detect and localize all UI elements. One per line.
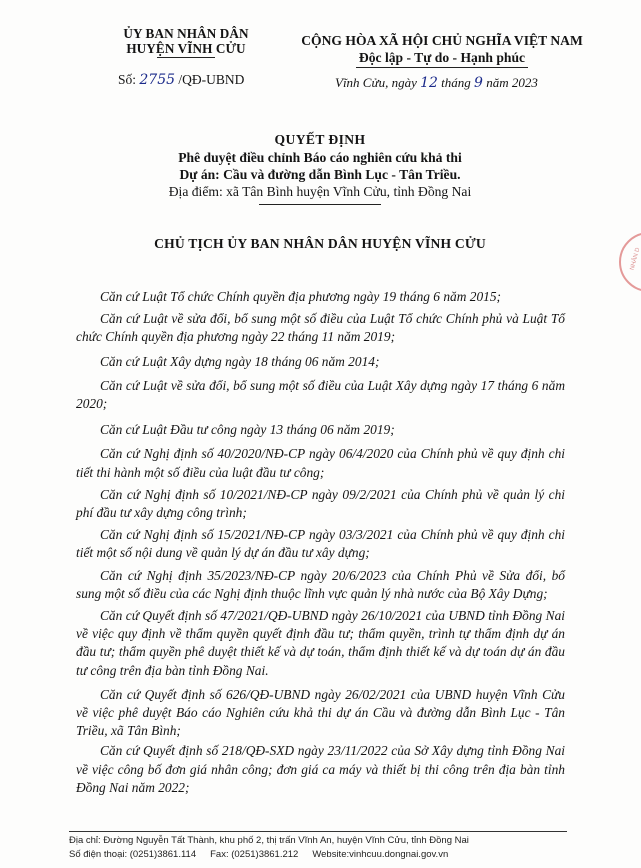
legal-basis-item: Căn cứ Nghị định số 10/2021/NĐ-CP ngày 09/2/2021 của Chính phủ về quản lý chi phí đầu tư xây dựng công trình; [76, 486, 565, 521]
subject-line1: Phê duyệt điều chỉnh Báo cáo nghiên cứu khả thi [178, 150, 462, 165]
agency-name-line2: HUYỆN VĨNH CỬU [126, 41, 246, 56]
national-motto: Độc lập - Tự do - Hạnh phúc [358, 50, 526, 65]
motto-underline [356, 67, 528, 68]
red-seal-stamp [619, 232, 641, 292]
national-title: CỘNG HÒA XÃ HỘI CHỦ NGHĨA VIỆT NAM [301, 33, 583, 48]
issuing-authority: CHỦ TỊCH ỦY BAN NHÂN DÂN HUYỆN VĨNH CỬU [154, 236, 486, 251]
agency-name-line1: ỦY BAN NHÂN DÂN [123, 26, 249, 41]
place-date-part2: tháng [441, 75, 471, 90]
day-handwritten: 12 [420, 75, 438, 91]
legal-basis-item: Căn cứ Luật Tổ chức Chính quyền địa phương ngày 19 tháng 6 năm 2015; [100, 289, 501, 304]
legal-bases [76, 288, 565, 797]
legal-basis-item: Căn cứ Nghị định 35/2023/NĐ-CP ngày 20/6/2023 của Chính Phủ về Sửa đổi, bổ sung một số điều của các Nghị định thuộc lĩnh vực quản lý nhà nước của Bộ Xây Dựng; [76, 567, 565, 601]
subject-line2: Dự án: Cầu và đường dẫn Bình Lục - Tân Triều. [179, 167, 461, 182]
doc-number-prefix: Số: [118, 72, 137, 87]
document-number [118, 72, 244, 88]
legal-basis-item: Căn cứ Luật về sửa đổi, bổ sung một số điều của Luật Tổ chức Chính phủ và Luật Tổ chức Chính quyền địa phương ngày 22 tháng 11 năm 2019; [76, 311, 565, 345]
month-handwritten: 9 [474, 75, 483, 91]
footer-divider [69, 831, 567, 832]
document-type: QUYẾT ĐỊNH [274, 132, 366, 147]
footer-fax: Fax: (0251)3861.212 [210, 849, 299, 860]
decision-title [100, 131, 540, 205]
place-date-part1: Vĩnh Cửu, ngày [335, 75, 417, 90]
footer-contacts [69, 848, 469, 862]
legal-basis-item: Căn cứ Quyết định số 47/2021/QĐ-UBND ngày 26/10/2021 của UBND tỉnh Đồng Nai về việc quy định về thẩm quyền quyết định đầu tư; thẩm quyền, trình tự thẩm định dự án đầu tư; thẩm quyền phê duyệt thiết kế và dự toán, thẩm định thiết kế và dự toán dự án đầu tư công trên địa bàn tỉnh Đồng Nai. [76, 608, 565, 678]
footer-website: Website:vinhcuu.dongnai.gov.vn [312, 849, 449, 860]
legal-basis-item: Căn cứ Luật Đầu tư công ngày 13 tháng 06 năm 2019; [100, 422, 395, 438]
national-header [282, 33, 602, 68]
legal-basis-item: Căn cứ Quyết định số 626/QĐ-UBND ngày 26/02/2021 của UBND huyện Vĩnh Cửu về việc phê duyệt Báo cáo Nghiên cứu khả thi dự án Cầu và đường dẫn Bình Lục - Tân Triều, xã Tân Bình; [76, 686, 565, 739]
doc-number-suffix: /QĐ-UBND [178, 72, 245, 87]
legal-basis-item: Căn cứ Nghị định số 15/2021/NĐ-CP ngày 03/3/2021 của Chính phủ về quy định chi tiết một số nội dung về quản lý dự án đầu tư xây dựng; [76, 527, 565, 561]
agency-underline [157, 57, 215, 58]
place-date-part3: năm 2023 [486, 75, 538, 90]
footer [69, 834, 469, 862]
legal-basis-item: Căn cứ Luật về sửa đổi, bổ sung một số điều của Luật Xây dựng ngày 17 tháng 6 năm 2020; [76, 377, 565, 412]
legal-basis-item: Căn cứ Luật Xây dựng ngày 18 tháng 06 năm 2014; [100, 353, 380, 369]
legal-basis-item: Căn cứ Nghị định số 40/2020/NĐ-CP ngày 06/4/2020 của Chính phủ về quy định chi tiết thi hành một số điều của luật đầu tư công; [76, 446, 565, 480]
project-location: Địa điểm: xã Tân Bình huyện Vĩnh Cửu, tỉnh Đồng Nai [168, 184, 472, 199]
footer-phone: Số điện thoại: (0251)3861.114 [69, 849, 197, 860]
place-and-date [335, 75, 538, 91]
title-underline [259, 204, 381, 205]
footer-address: Địa chỉ: Đường Nguyễn Tất Thành, khu phố 2, thị trấn Vĩnh An, huyện Vĩnh Cửu, tỉnh Đồng Nai [69, 835, 469, 846]
legal-basis-item: Căn cứ Quyết định số 218/QĐ-SXD ngày 23/11/2022 của Sở Xây dựng tỉnh Đồng Nai về việc công bố đơn giá nhân công; đơn giá ca máy và thiết bị thi công trên địa bàn tỉnh Đồng Nai năm 2022; [76, 743, 565, 795]
issuing-agency [101, 26, 271, 58]
doc-number-handwritten: 2755 [139, 72, 176, 88]
stamp-text: NHÂN D [629, 247, 641, 271]
